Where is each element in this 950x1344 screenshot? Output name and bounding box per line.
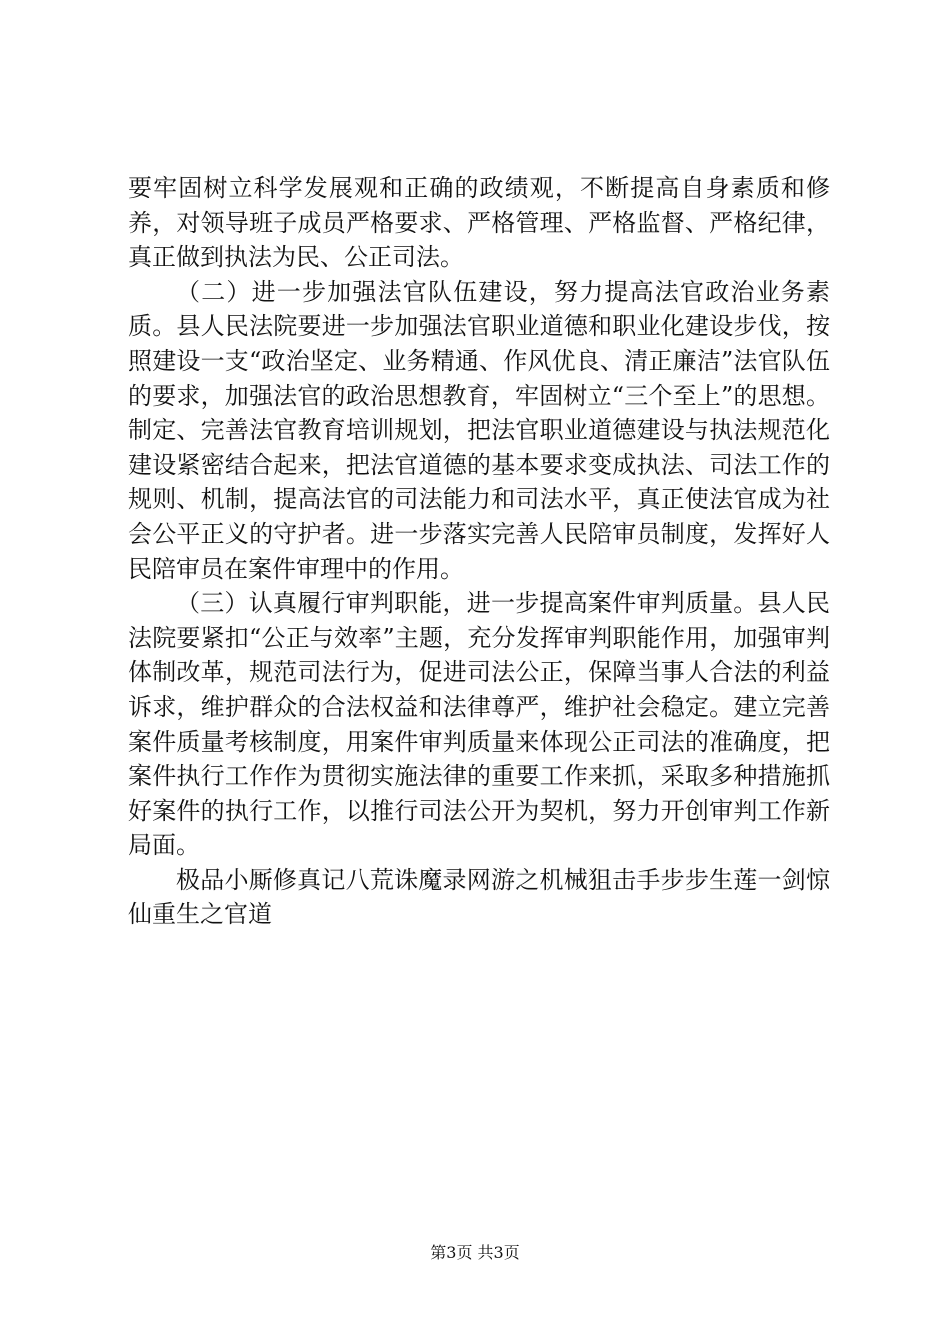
paragraph-3: （三）认真履行审判职能，进一步提高案件审判质量。县人民法院要紧扣“公正与效率”主题，充分发挥审判职能作用，加强审判体制改革，规范司法行为，促进司法公正，保障当事人合法的利益诉求，维护群众的合法权益和法律尊严，维护社会稳定。建立完善案件质量考核制度，用案件审判质量来体现公正司法的准确度，把案件执行工作作为贯彻实施法律的重要工作来抓，采取多种措施抓好案件的执行工作，以推行司法公开为契机，努力开创审判工作新局面。 [128,589,830,860]
paragraph-4: 极品小厮修真记八荒诛魔录网游之机械狙击手步步生莲一剑惊仙重生之官道 [128,865,830,929]
paragraph-2: （二）进一步加强法官队伍建设，努力提高法官政治业务素质。县人民法院要进一步加强法官职业道德和职业化建设步伐，按照建设一支“政治坚定、业务精通、作风优良、清正廉洁”法官队伍的要求，加强法官的政治思想教育，牢固树立“三个至上”的思想。制定、完善法官教育培训规划，把法官职业道德建设与执法规范化建设紧密结合起来，把法官道德的基本要求变成执法、司法工作的规则、机制，提高法官的司法能力和司法水平，真正使法官成为社会公平正义的守护者。进一步落实完善人民陪审员制度，发挥好人民陪审员在案件审理中的作用。 [128,277,830,583]
paragraph-1: 要牢固树立科学发展观和正确的政绩观，不断提高自身素质和修养，对领导班子成员严格要求、严格管理、严格监督、严格纪律，真正做到执法为民、公正司法。 [128,174,830,272]
document-body [128,171,830,932]
page-footer: 第3页 共3页 [430,1243,520,1262]
